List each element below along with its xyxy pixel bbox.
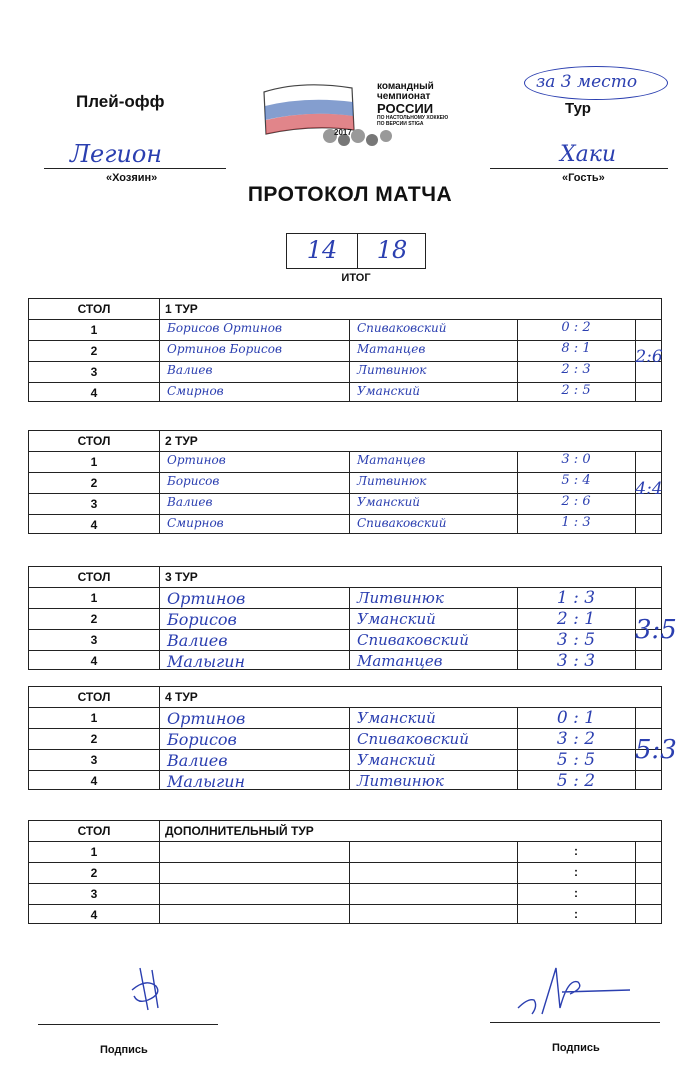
guest-player: Спиваковский: [357, 631, 469, 649]
col-divider: [349, 841, 350, 923]
table-number: 1: [90, 455, 98, 469]
host-player: Ортинов Борисов: [167, 342, 282, 356]
guest-player: Уманский: [357, 610, 436, 628]
round-name: 4 ТУР: [165, 690, 198, 704]
host-player: Ортинов: [167, 453, 226, 467]
col-divider: [349, 587, 350, 669]
round-summary: 2:6: [635, 347, 663, 367]
logo-line-4: ПО НАСТОЛЬНОМУ ХОККЕЮ: [377, 115, 449, 121]
col-divider: [159, 821, 160, 923]
game-score: 3 : 2: [556, 729, 596, 749]
right-signature-label: Подпись: [552, 1042, 600, 1054]
table-number: 1: [90, 591, 98, 605]
guest-player: Уманский: [357, 384, 421, 398]
col-divider: [349, 451, 350, 533]
guest-player: Литвинюк: [357, 772, 444, 790]
table-number: 3: [90, 633, 98, 647]
table-number: 2: [90, 476, 98, 490]
col-header-table: СТОЛ: [77, 302, 111, 316]
game-score: 8 : 1: [561, 341, 591, 356]
col-divider: [635, 841, 636, 923]
game-score: 1 : 3: [556, 588, 596, 608]
table-number: 4: [90, 654, 98, 668]
table-number: 3: [90, 497, 98, 511]
championship-logo: [262, 78, 462, 158]
game-score: :: [574, 865, 578, 879]
game-score: 3 : 0: [561, 452, 591, 467]
left-signature-icon: [118, 960, 178, 1020]
table-number: 3: [90, 365, 98, 379]
round-table-1: [28, 298, 662, 402]
table-number: 4: [90, 774, 98, 788]
game-score: 3 : 3: [556, 651, 596, 671]
table-number: 3: [90, 753, 98, 767]
table-number: 4: [90, 386, 98, 400]
right-signature-line: [490, 1022, 660, 1023]
round-summary: 3:5: [635, 615, 677, 645]
game-score: 5 : 5: [556, 750, 596, 770]
round-summary: 4:4: [635, 479, 663, 499]
game-score: 0 : 2: [561, 320, 591, 335]
row-divider: [29, 904, 661, 905]
guest-player: Спиваковский: [357, 516, 447, 530]
guest-player: Матанцев: [357, 342, 426, 356]
host-player: Ортинов: [167, 589, 246, 608]
table-number: 2: [90, 344, 98, 358]
game-score: 2 : 6: [561, 494, 591, 509]
round-summary: 5:3: [635, 735, 677, 765]
table-number: 4: [90, 518, 98, 532]
col-divider: [349, 319, 350, 401]
table-number: 1: [90, 711, 98, 725]
host-player: Валиев: [167, 631, 228, 650]
host-name: Легион: [70, 140, 163, 168]
total-box: [286, 233, 426, 269]
game-score: 0 : 1: [556, 708, 596, 728]
host-player: Борисов: [167, 730, 237, 749]
round-table-2: [28, 430, 662, 534]
game-score: :: [574, 886, 578, 900]
col-divider: [159, 567, 160, 669]
guest-player: Матанцев: [357, 453, 426, 467]
guest-label: «Гость»: [562, 172, 605, 184]
host-underline: [44, 168, 226, 169]
game-score: 5 : 2: [556, 771, 596, 791]
table-number: 2: [90, 612, 98, 626]
guest-player: Спиваковский: [357, 321, 447, 335]
col-divider: [159, 687, 160, 789]
total-host: 14: [306, 236, 338, 264]
host-player: Малыгин: [167, 772, 246, 791]
game-score: 2 : 1: [556, 609, 596, 629]
left-signature-label: Подпись: [100, 1044, 148, 1056]
round-table-5: [28, 820, 662, 924]
tour-label: Тур: [565, 100, 591, 117]
round-table-4: [28, 686, 677, 791]
guest-name: Хаки: [560, 142, 617, 167]
guest-player: Матанцев: [357, 652, 443, 670]
game-score: 2 : 5: [561, 383, 591, 398]
right-signature-icon: [512, 958, 632, 1024]
game-score: 2 : 3: [561, 362, 591, 377]
guest-underline: [490, 168, 668, 169]
tour-value: за 3 место: [536, 72, 638, 92]
host-player: Смирнов: [167, 516, 224, 530]
table-number: 2: [90, 732, 98, 746]
page-title: ПРОТОКОЛ МАТЧА: [247, 183, 453, 206]
host-player: Валиев: [167, 363, 213, 377]
host-player: Ортинов: [167, 709, 246, 728]
row-divider: [29, 862, 661, 863]
host-player: Борисов: [167, 610, 237, 629]
round-name: 3 ТУР: [165, 570, 198, 584]
game-score: 3 : 5: [556, 630, 596, 650]
table-number: 3: [90, 887, 98, 901]
col-header-table: СТОЛ: [77, 434, 111, 448]
logo-year: 2017: [334, 128, 352, 137]
host-label: «Хозяин»: [106, 172, 158, 184]
round-table-3: [28, 566, 677, 671]
table-number: 1: [90, 323, 98, 337]
logo-line-1: командный: [377, 81, 434, 92]
col-header-table: СТОЛ: [77, 690, 111, 704]
game-score: 5 : 4: [561, 473, 591, 488]
guest-player: Литвинюк: [357, 363, 427, 377]
table-number: 4: [90, 908, 98, 922]
game-score: 1 : 3: [561, 515, 591, 530]
logo-line-3: РОССИИ: [377, 101, 434, 116]
round-name: 1 ТУР: [165, 302, 198, 316]
left-signature-line: [38, 1024, 218, 1025]
guest-player: Уманский: [357, 709, 436, 727]
game-score: :: [574, 844, 578, 858]
col-divider: [349, 707, 350, 789]
table-number: 1: [90, 845, 98, 859]
guest-player: Уманский: [357, 751, 436, 769]
row-divider: [29, 841, 661, 842]
host-player: Смирнов: [167, 384, 224, 398]
game-score: :: [574, 907, 578, 921]
col-divider: [159, 299, 160, 401]
guest-player: Литвинюк: [357, 474, 427, 488]
col-header-table: СТОЛ: [77, 824, 111, 838]
logo-line-2: чемпионат: [377, 91, 431, 102]
col-divider: [159, 431, 160, 533]
playoff-label: Плей-офф: [76, 92, 165, 111]
col-header-table: СТОЛ: [77, 570, 111, 584]
host-player: Малыгин: [167, 652, 246, 671]
guest-player: Литвинюк: [357, 589, 444, 607]
total-guest: 18: [376, 236, 408, 264]
host-player: Борисов Ортинов: [167, 321, 282, 335]
host-player: Валиев: [167, 495, 213, 509]
guest-player: Уманский: [357, 495, 421, 509]
host-player: Борисов: [167, 474, 220, 488]
round-name: 2 ТУР: [165, 434, 198, 448]
guest-player: Спиваковский: [357, 730, 469, 748]
table-number: 2: [90, 866, 98, 880]
logo-line-5: ПО ВЕРСИИ STIGA: [377, 121, 424, 127]
host-player: Валиев: [167, 751, 228, 770]
row-divider: [29, 883, 661, 884]
round-name: ДОПОЛНИТЕЛЬНЫЙ ТУР: [165, 824, 314, 838]
total-label: ИТОГ: [341, 272, 371, 284]
